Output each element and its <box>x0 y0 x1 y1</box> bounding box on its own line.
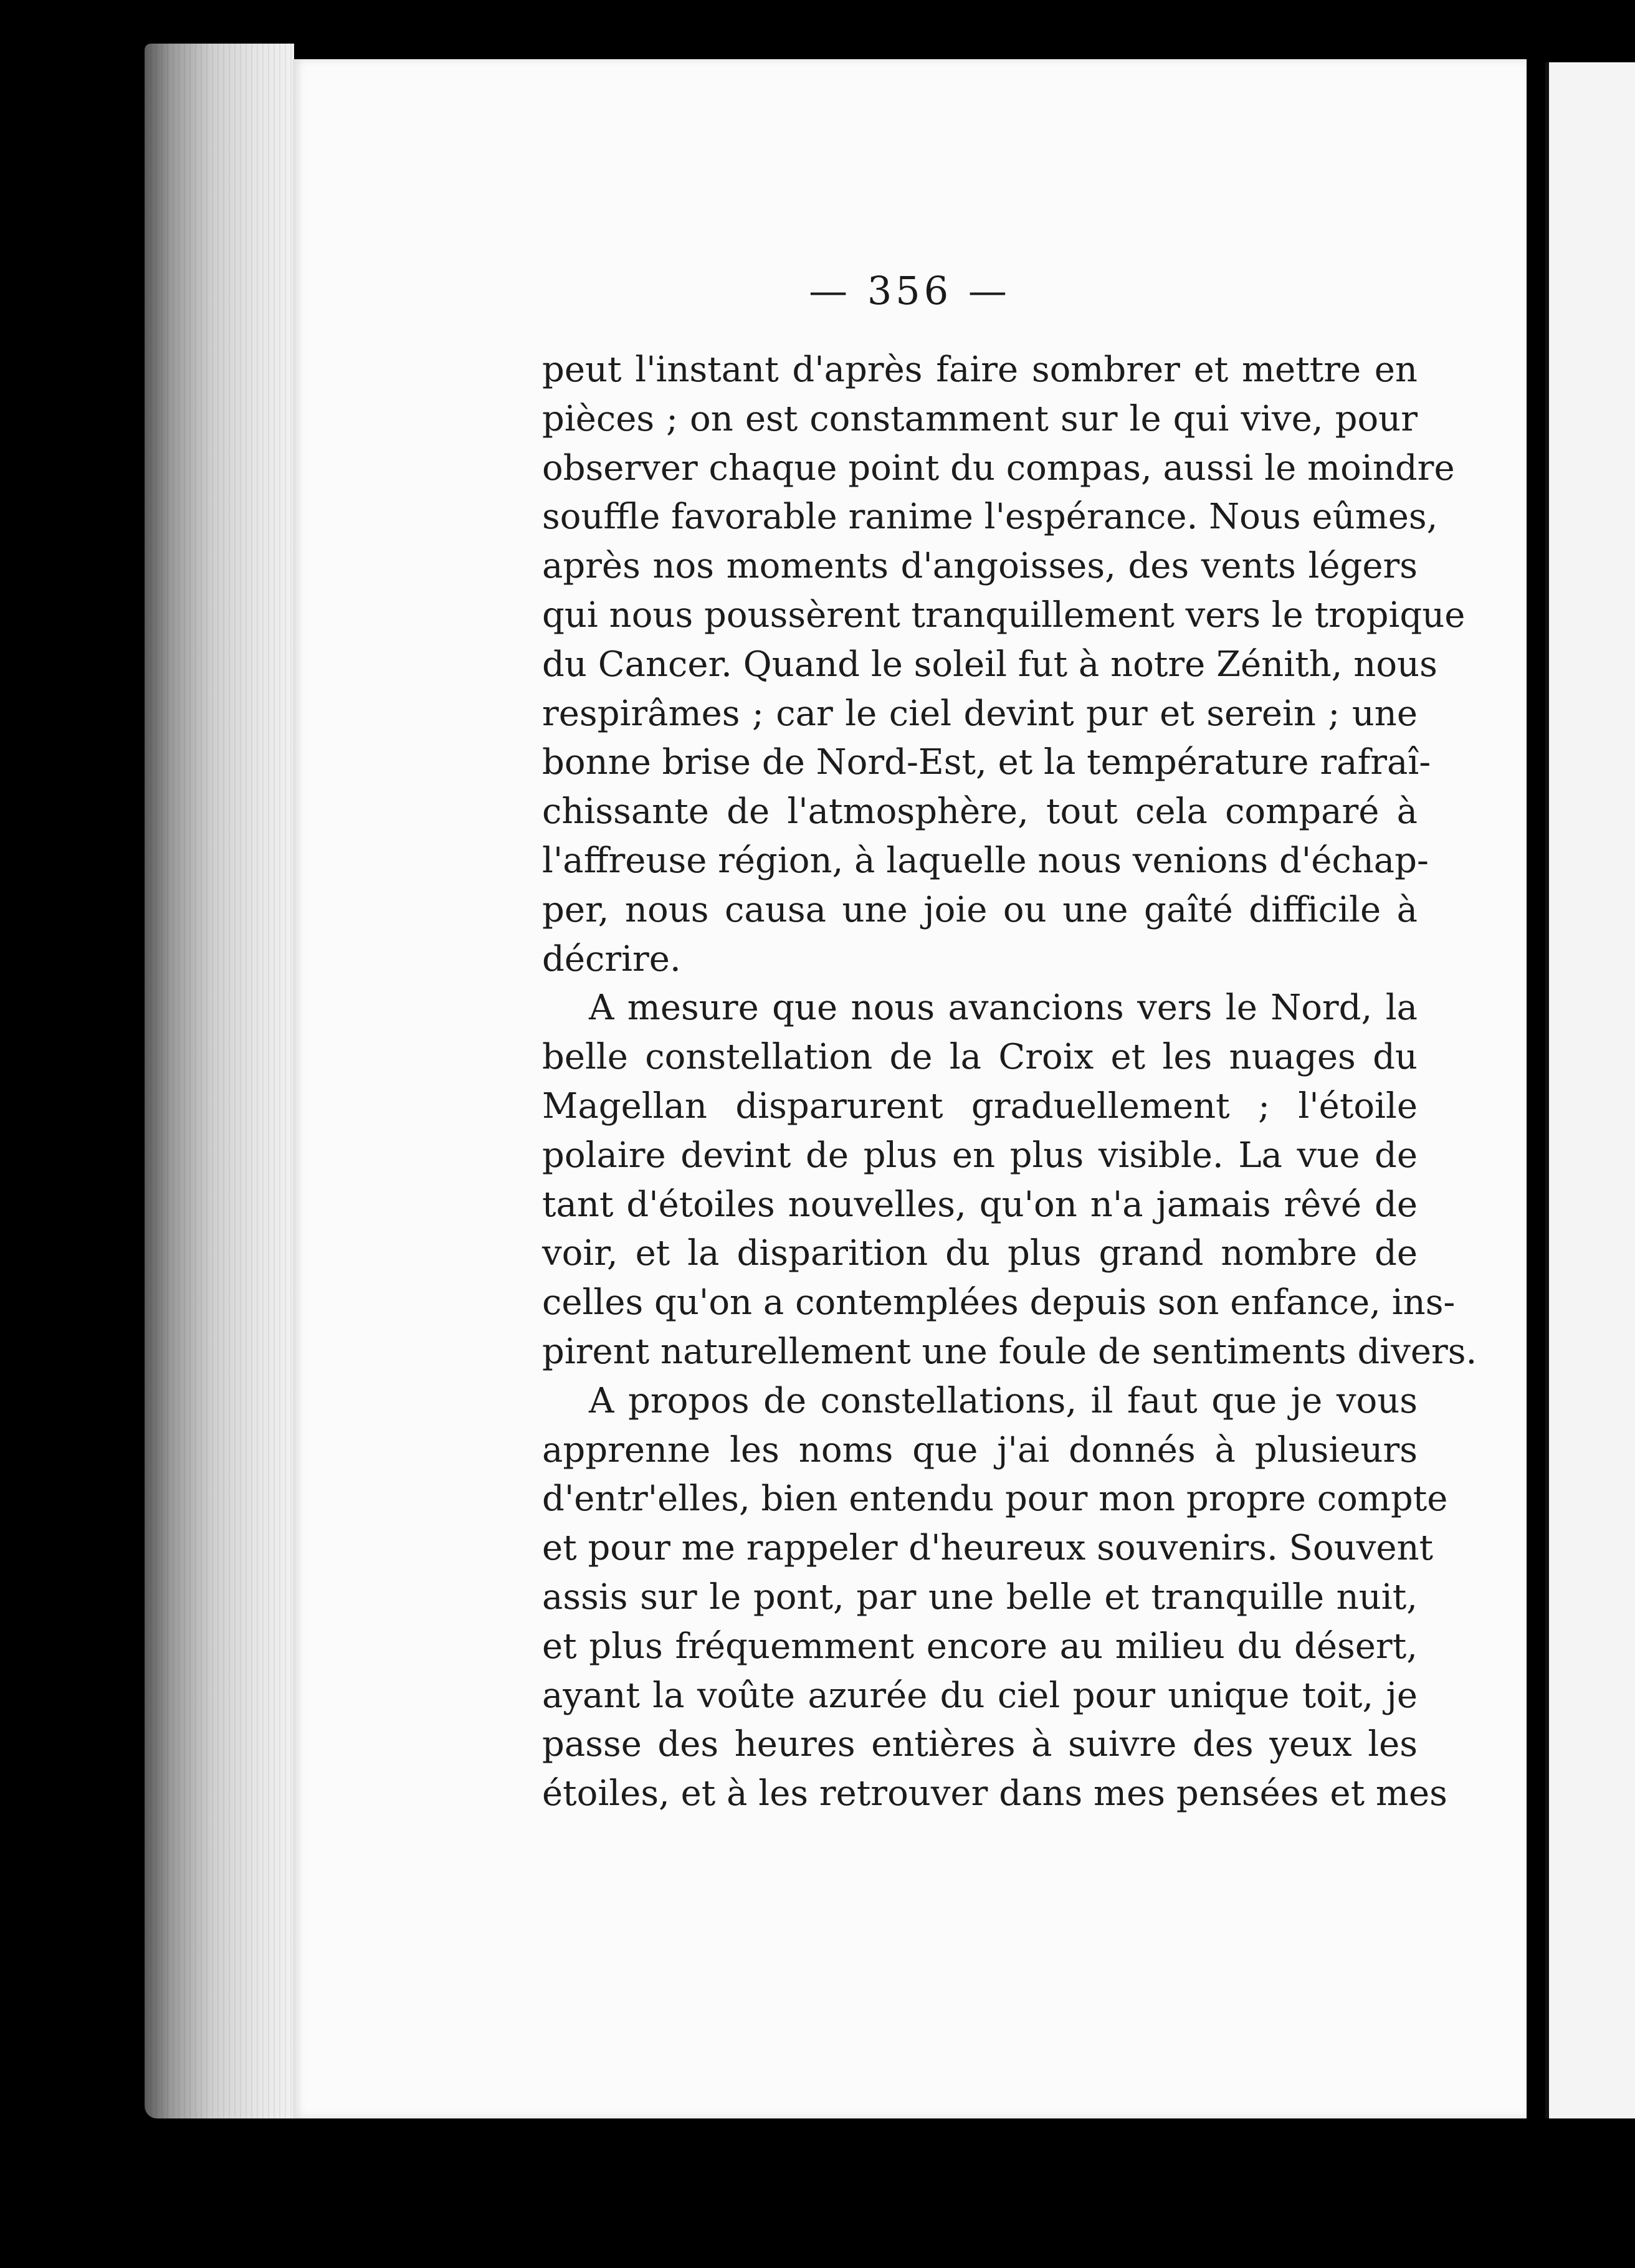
text-line: ayant la voûte azurée du ciel pour unique toit, je <box>542 1675 1418 1716</box>
paragraph-2 <box>542 984 1477 1376</box>
body-text <box>542 346 1477 1819</box>
text-line: polaire devint de plus en plus visible. La vue de <box>542 1135 1418 1176</box>
text-line: Magellan disparurent graduellement ; l'étoile <box>542 1085 1418 1127</box>
text-line: après nos moments d'angoisses, des vents légers <box>542 546 1418 587</box>
text-line: chissante de l'atmosphère, tout cela comparé à <box>542 791 1418 832</box>
text-line: belle constellation de la Croix et les nuages du <box>542 1037 1418 1078</box>
text-line: décrire. <box>542 938 681 979</box>
facing-page-edge <box>1545 62 1635 2118</box>
text-line: étoiles, et à les retrouver dans mes pensées et mes <box>542 1773 1447 1814</box>
text-line: assis sur le pont, par une belle et tranquille nuit, <box>542 1576 1418 1618</box>
text-line: voir, et la disparition du plus grand nombre de <box>542 1233 1418 1274</box>
text-line: A mesure que nous avancions vers le Nord, la <box>589 988 1418 1029</box>
text-line: du Cancer. Quand le soleil fut à notre Zénith, nous <box>542 644 1437 685</box>
text-line: peut l'instant d'après faire sombrer et mettre en <box>542 350 1418 390</box>
text-line: A propos de constellations, il faut que je vous <box>589 1380 1418 1421</box>
paragraph-3 <box>542 1377 1448 1819</box>
text-line: observer chaque point du compas, aussi le moindre <box>542 447 1455 488</box>
text-line: pirent naturellement une foule de sentiments divers. <box>542 1331 1477 1372</box>
text-line: tant d'étoiles nouvelles, qu'on n'a jamais rêvé de <box>542 1184 1418 1225</box>
text-line: et plus fréquemment encore au milieu du désert, <box>542 1626 1418 1667</box>
text-line: celles qu'on a contemplées depuis son enfance, ins- <box>542 1282 1456 1323</box>
text-line: d'entr'elles, bien entendu pour mon propre compte <box>542 1479 1448 1520</box>
paragraph-1 <box>542 346 1466 984</box>
text-line: souffle favorable ranime l'espérance. Nous eûmes, <box>542 497 1438 538</box>
text-line: et pour me rappeler d'heureux souvenirs. Souvent <box>542 1528 1434 1569</box>
text-line: passe des heures entières à suivre des yeux les <box>542 1724 1418 1765</box>
text-line: per, nous causa une joie ou une gaîté difficile à <box>542 889 1418 930</box>
book-page-edges <box>145 44 294 2118</box>
page-number: — 356 — <box>809 268 1011 313</box>
text-line: pièces ; on est constamment sur le qui vive, pour <box>542 398 1418 439</box>
text-line: qui nous poussèrent tranquillement vers le tropique <box>542 594 1466 636</box>
text-line: respirâmes ; car le ciel devint pur et serein ; une <box>542 693 1418 734</box>
text-line: bonne brise de Nord-Est, et la température rafraî- <box>542 742 1431 783</box>
text-line: apprenne les noms que j'ai donnés à plusieurs <box>542 1429 1418 1470</box>
text-line: l'affreuse région, à laquelle nous venions d'échap- <box>542 840 1429 881</box>
